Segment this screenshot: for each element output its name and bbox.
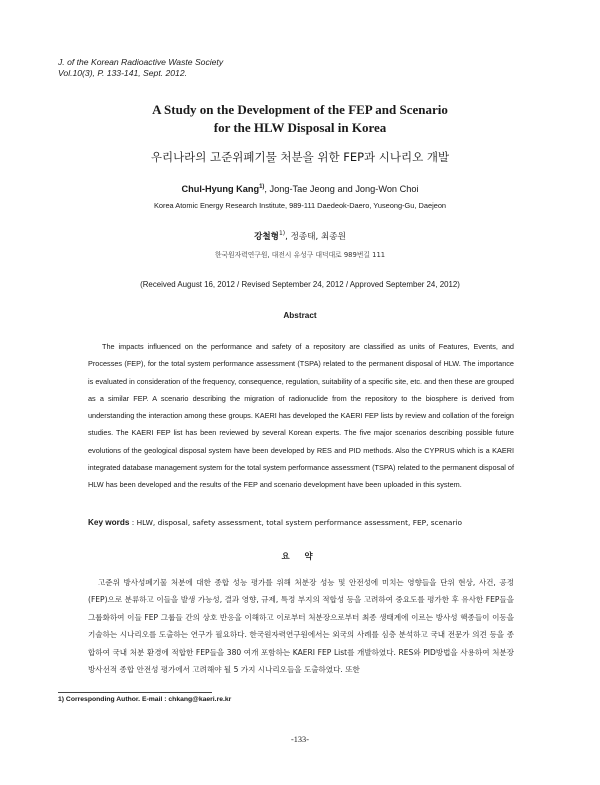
corresponding-author: Chul-Hyung Kang [181, 184, 260, 195]
coauthors: , Jong-Tae Jeong and Jong-Won Choi [264, 184, 419, 195]
keywords-list: HLW, disposal, safety assessment, total system performance assessment, FEP, scenario [136, 518, 463, 527]
abstract-body: The impacts influenced on the performance and safety of a repository are classified as units of Features, Events, and Processes (FEP), for the total system performance assessment (TSPA) related to the permanent disposal of HLW. The importance is evaluated in consideration of the frequency, consequence, regulation, suitability of a specific site, etc. and then these are grouped as a similar FEP. A scenario describing the migration of radionuclide from the repository to the biosphere is derived from understanding the interaction among these groups. KAERI has developed the KAERI FEP lists by review and collation of the foreign studies. The KAERI FEP list has been reviewed by several Korean experts. The five major scenarios describing possible future evolutions of the geological disposal system have been developed by RES and PID methods. Also the CYPRUS which is a KAERI integrated database management system for the total system performance assessment (TSPA) related to the permanent disposal of HLW has been developed and the results of the FEP and scenario development have been uploaded in this system. [88, 342, 514, 490]
authors-korean [0, 230, 600, 242]
abstract-heading: Abstract [283, 311, 317, 320]
journal-volume: Vol.10(3), P. 133-141, Sept. 2012. [58, 68, 187, 78]
paper-title-korean: 우리나라의 고준위폐기물 처분을 위한 FEP과 시나리오 개발 [150, 150, 450, 164]
page-number: -133- [291, 735, 309, 744]
authors-english [0, 184, 600, 194]
corresponding-author-korean: 강철형 [254, 232, 279, 242]
affiliation-english: Korea Atomic Energy Research Institute, 989-111 Daedeok-Daero, Yuseong-Gu, Daejeon [153, 201, 447, 210]
journal-name: J. of the Korean Radioactive Waste Society [58, 57, 224, 67]
coauthors-korean: , 정종태, 최종원 [285, 232, 346, 242]
footnote-corresponding-author: 1) Corresponding Author. E-mail : chkang@kaeri.re.kr [58, 696, 232, 703]
korean-summary-heading: 요 약 [281, 551, 319, 561]
footnote-divider [58, 692, 212, 693]
affiliation-korean: 한국원자력연구원, 대전시 유성구 대덕대로 989번길 111 [214, 251, 386, 259]
received-dates: (Received August 16, 2012 / Revised September 24, 2012 / Approved September 24, 2012) [140, 280, 460, 289]
keywords-separator: : [129, 518, 137, 527]
keywords-line [88, 518, 528, 527]
author-footnote-marker: 1) [259, 184, 265, 190]
title-line-1: A Study on the Development of the FEP and Scenario [152, 102, 448, 117]
keywords-label: Key words [88, 518, 130, 527]
title-line-2: for the HLW Disposal in Korea [213, 120, 387, 135]
author-footnote-marker-korean: 1) [278, 230, 286, 238]
journal-citation [58, 57, 223, 79]
korean-summary-body: 고준위 방사성폐기물 처분에 대한 종합 성능 평가를 위해 처분장 성능 및 안전성에 미치는 영향들을 단위 현상, 사건, 공정 (FEP)으로 분류하고 이들을 발생 가능성, 결과 영향, 규제, 특정 부지의 적합성 등을 고려하여 중요도를 평가한 후 유사한 FEP들을 그룹화하여 이들 FEP 그룹들 간의 상호 반응을 이해하고 이로부터 처분장으로부터 최종 생태계에 이르는 방사성 핵종들이 이동을 기술하는 시나리오를 도출하는 연구가 필요하다. 한국원자력연구원에서는 외국의 사례를 심층 분석하고 국내 전문가 의견 등을 종합하여 국내 처분 환경에 적합한 FEP들을 380 여개 포함하는 KAERI FEP List를 개발하였다. RES와 PID방법을 사용하여 처분장 방사선적 종합 안전성 평가에서 고려해야 될 5 가지 시나리오들을 도출하였다. 또한 [88, 578, 514, 675]
paper-title-english [0, 101, 600, 137]
